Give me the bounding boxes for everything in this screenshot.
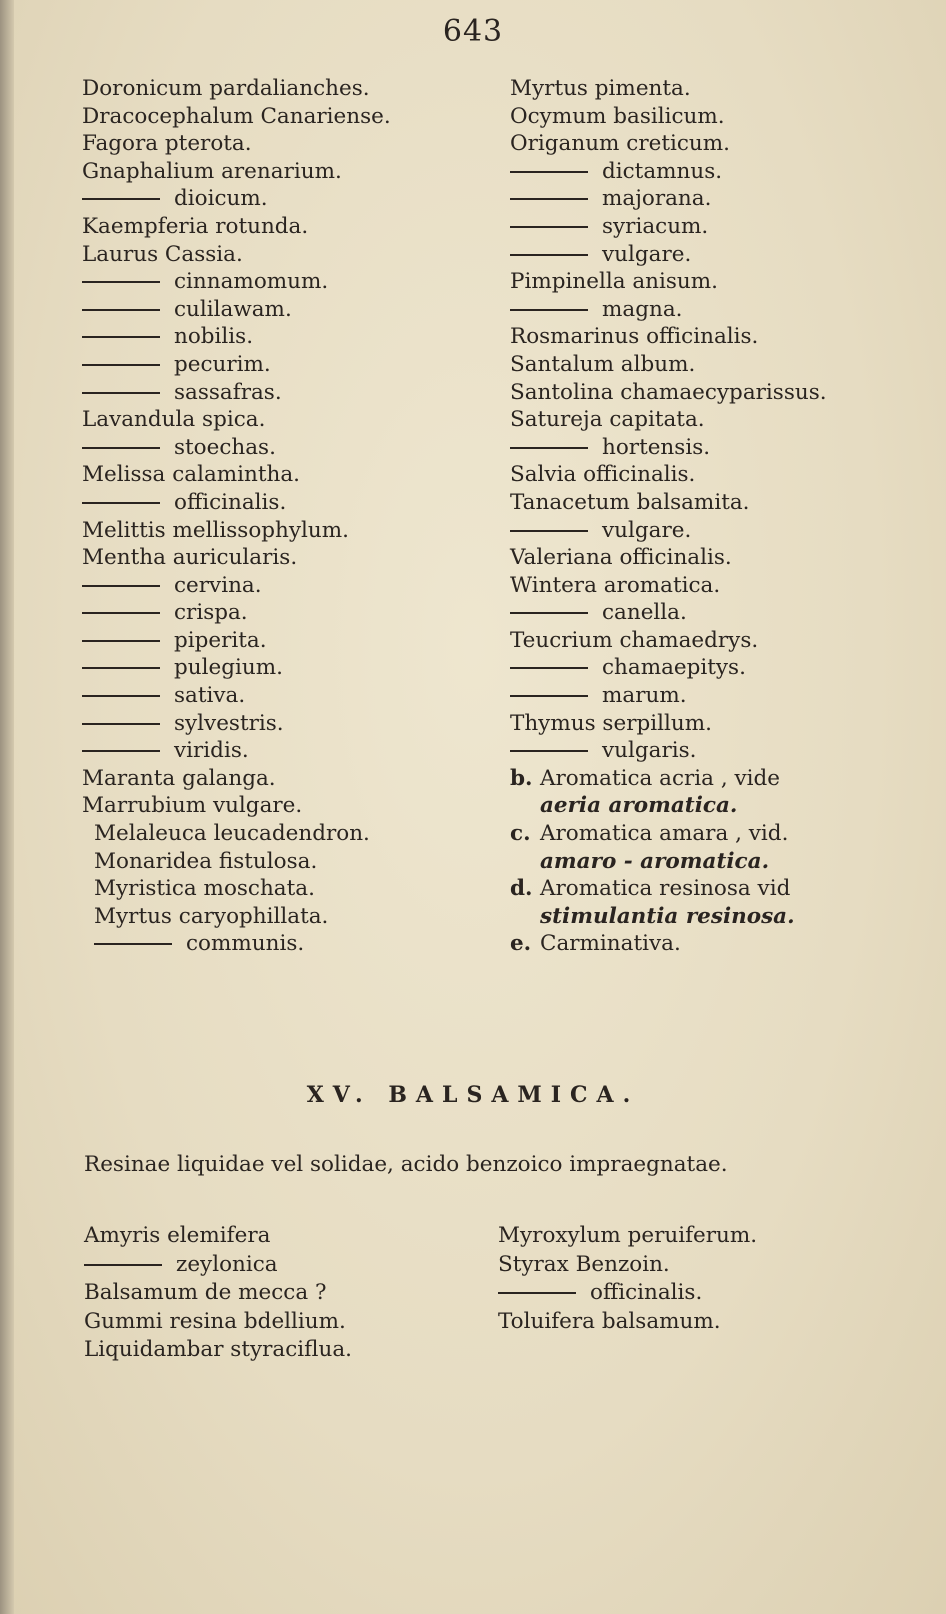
list-item-text: vulgare. xyxy=(602,517,692,543)
list-item-text: Thymus serpillum. xyxy=(510,710,712,736)
ditto-dash xyxy=(82,667,160,669)
list-item-text: Lavandula spica. xyxy=(82,407,266,433)
list-item xyxy=(82,875,482,903)
list-item xyxy=(82,737,482,765)
list-item xyxy=(82,572,482,600)
list-item-text: Gnaphalium arenarium. xyxy=(82,158,342,184)
list-item xyxy=(510,296,910,324)
list-item-text: Melissa calamintha. xyxy=(82,462,301,488)
ditto-dash xyxy=(510,254,588,256)
list-item xyxy=(82,544,482,572)
list-item xyxy=(510,461,910,489)
list-item-text: vulgare. xyxy=(602,241,692,267)
ditto-dash xyxy=(82,336,160,338)
list-item-text: Amyris elemifera xyxy=(84,1223,271,1248)
list-item-text: Santolina chamaecyparissus. xyxy=(510,379,827,405)
list-item xyxy=(82,461,482,489)
list-item-text: stoechas. xyxy=(174,434,276,460)
list-item-text: magna. xyxy=(602,296,683,322)
list-item-text: dictamnus. xyxy=(602,158,723,184)
list-item xyxy=(498,1308,918,1337)
list-item xyxy=(510,158,910,186)
ditto-dash xyxy=(82,640,160,642)
list-item-text: Laurus Cassia. xyxy=(82,241,243,267)
list-item xyxy=(84,1308,484,1337)
ditto-dash xyxy=(82,392,160,394)
list-item xyxy=(510,103,910,131)
section-left-list xyxy=(84,1222,484,1365)
list-item-text: officinalis. xyxy=(174,489,287,515)
ditto-dash xyxy=(510,198,588,200)
cross-reference-target: amaro - aromatica. xyxy=(540,848,770,874)
list-item xyxy=(82,599,482,627)
list-item xyxy=(82,765,482,793)
cross-reference-target: stimulantia resinosa. xyxy=(540,903,795,929)
ditto-dash xyxy=(82,695,160,697)
list-item xyxy=(82,185,482,213)
list-item xyxy=(82,654,482,682)
list-item xyxy=(510,737,910,765)
list-item-text: crispa. xyxy=(174,600,248,626)
list-item xyxy=(82,130,482,158)
list-item-text: officinalis. xyxy=(590,1280,703,1305)
ditto-dash xyxy=(510,612,588,614)
list-item-text: viridis. xyxy=(174,738,249,764)
list-item xyxy=(82,627,482,655)
list-item-text: piperita. xyxy=(174,627,267,653)
list-item xyxy=(498,1251,918,1280)
list-item xyxy=(510,434,910,462)
cross-reference-mark: b. xyxy=(510,765,533,791)
ditto-dash xyxy=(82,502,160,504)
cross-reference xyxy=(510,875,910,903)
list-item-text: Balsamum de mecca ? xyxy=(84,1280,327,1305)
section-title: XV. BALSAMICA. xyxy=(306,1082,640,1108)
list-item-text: hortensis. xyxy=(602,434,711,460)
cross-reference xyxy=(510,765,910,793)
list-item-text: Myroxylum peruiferum. xyxy=(498,1223,758,1248)
list-item xyxy=(510,627,910,655)
list-item-text: Marrubium vulgare. xyxy=(82,793,303,819)
list-item xyxy=(82,820,482,848)
cross-reference-list xyxy=(510,765,910,958)
list-item xyxy=(510,572,910,600)
list-item-text: Mentha auricularis. xyxy=(82,545,298,571)
list-item xyxy=(82,517,482,545)
ditto-dash xyxy=(94,943,172,945)
list-item-text: Ocymum basilicum. xyxy=(510,103,725,129)
list-item xyxy=(82,930,482,958)
list-item-text: marum. xyxy=(602,683,687,709)
list-item xyxy=(82,213,482,241)
cross-reference-target: aeria aromatica. xyxy=(540,793,738,819)
ditto-dash xyxy=(510,750,588,752)
list-item-text: Valeriana officinalis. xyxy=(510,545,732,571)
list-item-text: sassafras. xyxy=(174,379,282,405)
list-item xyxy=(510,517,910,545)
list-item xyxy=(510,489,910,517)
list-item-text: majorana. xyxy=(602,186,712,212)
list-item xyxy=(84,1279,484,1308)
list-item-text: culilawam. xyxy=(174,296,292,322)
list-item xyxy=(82,351,482,379)
list-item-text: Santalum album. xyxy=(510,351,696,377)
list-item xyxy=(510,75,910,103)
cross-reference-text: Carminativa. xyxy=(540,931,681,957)
left-column-list xyxy=(82,75,482,958)
section-subtitle: Resinae liquidae vel solidae, acido benzoico impraegnatae. xyxy=(84,1152,728,1177)
list-item xyxy=(82,268,482,296)
ditto-dash xyxy=(510,447,588,449)
ditto-dash xyxy=(510,667,588,669)
list-item-text: nobilis. xyxy=(174,324,254,350)
list-item-text: Doronicum pardalianches. xyxy=(82,76,370,101)
ditto-dash xyxy=(510,309,588,311)
list-item-text: Salvia officinalis. xyxy=(510,462,696,488)
list-item-text: Tanacetum balsamita. xyxy=(510,489,750,515)
ditto-dash xyxy=(82,309,160,311)
list-item-text: Toluifera balsamum. xyxy=(498,1308,721,1334)
right-column-list xyxy=(510,75,910,958)
list-item-text: Melaleuca leucadendron. xyxy=(94,821,370,847)
list-item xyxy=(82,158,482,186)
list-item-text: Myrtus pimenta. xyxy=(510,76,691,101)
ditto-dash xyxy=(510,695,588,697)
list-item-text: Origanum creticum. xyxy=(510,131,730,157)
list-item-text: Monaridea fistulosa. xyxy=(94,848,318,874)
ditto-dash xyxy=(84,1264,162,1266)
list-item-text: Maranta galanga. xyxy=(82,765,276,791)
list-item-text: Teucrium chamaedrys. xyxy=(510,627,759,653)
list-item xyxy=(510,268,910,296)
list-item xyxy=(510,710,910,738)
ditto-dash xyxy=(82,585,160,587)
list-item xyxy=(84,1222,484,1251)
section-right-list xyxy=(498,1222,918,1336)
cross-reference xyxy=(510,820,910,848)
list-item-text: Gummi resina bdellium. xyxy=(84,1308,346,1334)
list-item xyxy=(82,489,482,517)
list-item-text: Styrax Benzoin. xyxy=(498,1251,670,1277)
list-item-text: Satureja capitata. xyxy=(510,407,705,433)
list-item-text: vulgaris. xyxy=(602,738,697,764)
list-item xyxy=(510,213,910,241)
page-number: 643 xyxy=(442,14,504,49)
list-item-text: Kaempferia rotunda. xyxy=(82,213,309,239)
ditto-dash xyxy=(510,226,588,228)
ditto-dash xyxy=(82,612,160,614)
ditto-dash xyxy=(82,723,160,725)
list-item-text: Melittis mellissophylum. xyxy=(82,517,349,543)
list-item xyxy=(510,130,910,158)
list-item-text: cinnamomum. xyxy=(174,269,329,295)
list-item xyxy=(82,406,482,434)
list-item-text: Pimpinella anisum. xyxy=(510,269,718,295)
list-item xyxy=(510,544,910,572)
list-item-text: Fagora pterota. xyxy=(82,131,252,157)
ditto-dash xyxy=(82,750,160,752)
list-item-text: communis. xyxy=(186,931,305,957)
list-item xyxy=(82,434,482,462)
list-item xyxy=(82,75,482,103)
list-item-text: Liquidambar styraciflua. xyxy=(84,1337,352,1362)
cross-reference-mark: d. xyxy=(510,876,533,902)
list-item-text: dioicum. xyxy=(174,186,268,212)
list-item xyxy=(510,654,910,682)
ditto-dash xyxy=(82,281,160,283)
cross-reference-mark: c. xyxy=(510,821,531,847)
list-item xyxy=(510,241,910,269)
cross-reference-text: Aromatica acria , vide xyxy=(540,765,781,791)
list-item xyxy=(82,848,482,876)
list-item xyxy=(84,1251,484,1280)
list-item-text: sativa. xyxy=(174,683,246,709)
list-item-text: canella. xyxy=(602,600,687,626)
list-item xyxy=(82,241,482,269)
list-item xyxy=(510,599,910,627)
list-item-text: pecurim. xyxy=(174,351,271,377)
list-item-text: Myristica moschata. xyxy=(94,876,315,902)
list-item xyxy=(510,351,910,379)
cross-reference-mark: e. xyxy=(510,931,532,957)
list-item-text: pulegium. xyxy=(174,655,283,681)
cross-reference-text: Aromatica amara , vid. xyxy=(540,821,789,847)
list-item-text: Dracocephalum Canariense. xyxy=(82,103,391,129)
list-item-text: cervina. xyxy=(174,572,262,598)
list-item xyxy=(82,682,482,710)
list-item xyxy=(82,323,482,351)
list-item-text: zeylonica xyxy=(176,1251,278,1277)
list-item xyxy=(82,379,482,407)
list-item xyxy=(82,296,482,324)
list-item-text: sylvestris. xyxy=(174,710,284,736)
list-item xyxy=(84,1336,484,1365)
ditto-dash xyxy=(510,171,588,173)
ditto-dash xyxy=(498,1292,576,1294)
list-item xyxy=(510,379,910,407)
list-item-text: Rosmarinus officinalis. xyxy=(510,324,759,350)
list-item xyxy=(82,710,482,738)
list-item xyxy=(510,323,910,351)
list-item xyxy=(498,1279,918,1308)
list-item xyxy=(510,185,910,213)
list-item-text: syriacum. xyxy=(602,213,709,239)
ditto-dash xyxy=(82,447,160,449)
list-item xyxy=(498,1222,918,1251)
list-item-text: Wintera aromatica. xyxy=(510,572,721,598)
list-item-text: chamaepitys. xyxy=(602,655,746,681)
list-item xyxy=(82,903,482,931)
page-binding-edge xyxy=(0,0,14,1614)
ditto-dash xyxy=(82,364,160,366)
ditto-dash xyxy=(510,530,588,532)
right-species-list xyxy=(510,75,910,765)
list-item xyxy=(510,682,910,710)
list-item-text: Myrtus caryophillata. xyxy=(94,903,329,929)
list-item xyxy=(82,103,482,131)
list-item xyxy=(82,792,482,820)
cross-reference-text: Aromatica resinosa vid xyxy=(540,876,791,902)
cross-reference xyxy=(510,930,910,958)
ditto-dash xyxy=(82,198,160,200)
list-item xyxy=(510,406,910,434)
